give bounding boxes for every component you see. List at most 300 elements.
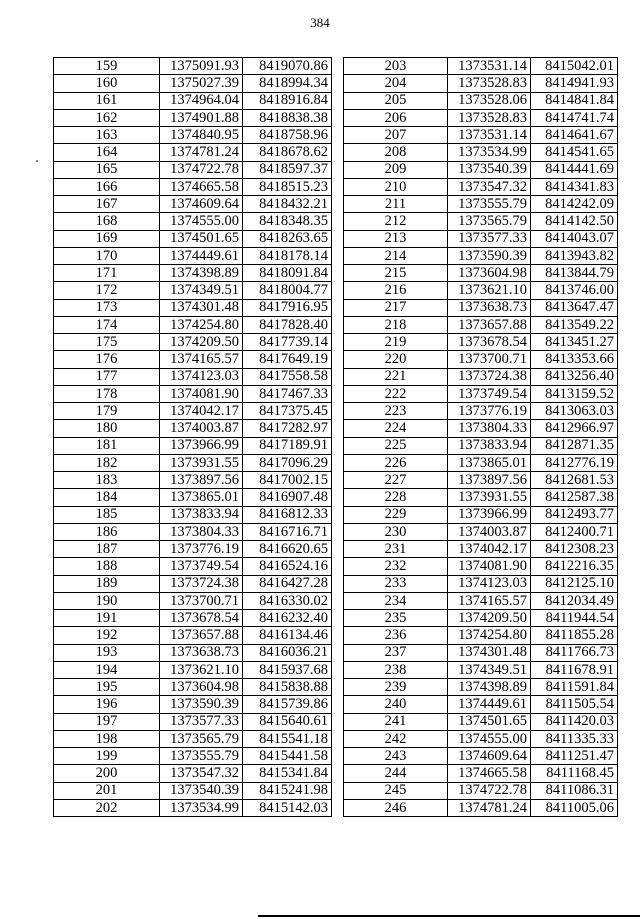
table-row — [54, 661, 332, 678]
x-coordinate-cell: 1374555.00 — [448, 730, 531, 747]
x-coordinate-cell: 1373590.39 — [160, 696, 243, 713]
point-number-cell: 207 — [344, 127, 448, 144]
y-coordinate-cell: 8413353.66 — [531, 351, 618, 368]
table-row — [54, 610, 332, 627]
point-number-cell: 201 — [54, 782, 160, 799]
table-row — [54, 713, 332, 730]
table-row — [344, 489, 618, 506]
point-number-cell: 187 — [54, 541, 160, 558]
y-coordinate-cell: 8417282.97 — [243, 420, 332, 437]
y-coordinate-cell: 8413647.47 — [531, 299, 618, 316]
point-number-cell: 192 — [54, 627, 160, 644]
x-coordinate-cell: 1373621.10 — [448, 282, 531, 299]
y-coordinate-cell: 8418091.84 — [243, 265, 332, 282]
table-row — [344, 454, 618, 471]
y-coordinate-cell: 8415042.01 — [531, 58, 618, 75]
point-number-cell: 225 — [344, 437, 448, 454]
x-coordinate-cell: 1374349.51 — [160, 282, 243, 299]
table-row — [344, 196, 618, 213]
point-number-cell: 221 — [344, 368, 448, 385]
point-number-cell: 238 — [344, 661, 448, 678]
x-coordinate-cell: 1373555.79 — [160, 748, 243, 765]
y-coordinate-cell: 8414341.83 — [531, 178, 618, 195]
x-coordinate-cell: 1373621.10 — [160, 661, 243, 678]
x-coordinate-cell: 1373528.06 — [448, 92, 531, 109]
point-number-cell: 183 — [54, 472, 160, 489]
point-number-cell: 215 — [344, 265, 448, 282]
table-row — [344, 558, 618, 575]
point-number-cell: 234 — [344, 592, 448, 609]
x-coordinate-cell: 1373966.99 — [160, 437, 243, 454]
point-number-cell: 195 — [54, 679, 160, 696]
table-row — [54, 575, 332, 592]
y-coordinate-cell: 8417467.33 — [243, 385, 332, 402]
x-coordinate-cell: 1373657.88 — [448, 316, 531, 333]
point-number-cell: 228 — [344, 489, 448, 506]
x-coordinate-cell: 1373931.55 — [448, 489, 531, 506]
y-coordinate-cell: 8413063.03 — [531, 403, 618, 420]
point-number-cell: 196 — [54, 696, 160, 713]
table-row — [344, 299, 618, 316]
point-number-cell: 178 — [54, 385, 160, 402]
point-number-cell: 206 — [344, 109, 448, 126]
table-row — [344, 144, 618, 161]
point-number-cell: 210 — [344, 178, 448, 195]
x-coordinate-cell: 1374781.24 — [448, 799, 531, 816]
y-coordinate-cell: 8415142.03 — [243, 799, 332, 816]
point-number-cell: 171 — [54, 265, 160, 282]
x-coordinate-cell: 1373638.73 — [448, 299, 531, 316]
table-row — [344, 58, 618, 75]
point-number-cell: 233 — [344, 575, 448, 592]
x-coordinate-cell: 1373865.01 — [448, 454, 531, 471]
point-number-cell: 202 — [54, 799, 160, 816]
x-coordinate-cell: 1373555.79 — [448, 196, 531, 213]
point-number-cell: 184 — [54, 489, 160, 506]
point-number-cell: 208 — [344, 144, 448, 161]
x-coordinate-cell: 1373865.01 — [160, 489, 243, 506]
point-number-cell: 179 — [54, 403, 160, 420]
point-number-cell: 231 — [344, 541, 448, 558]
margin-dot — [36, 160, 38, 162]
y-coordinate-cell: 8417828.40 — [243, 316, 332, 333]
x-coordinate-cell: 1373897.56 — [160, 472, 243, 489]
point-number-cell: 197 — [54, 713, 160, 730]
y-coordinate-cell: 8412966.97 — [531, 420, 618, 437]
point-number-cell: 181 — [54, 437, 160, 454]
table-row — [344, 385, 618, 402]
table-row — [344, 748, 618, 765]
point-number-cell: 194 — [54, 661, 160, 678]
x-coordinate-cell: 1373540.39 — [448, 161, 531, 178]
y-coordinate-cell: 8411420.03 — [531, 713, 618, 730]
table-row — [54, 489, 332, 506]
y-coordinate-cell: 8411251.47 — [531, 748, 618, 765]
x-coordinate-cell: 1373833.94 — [448, 437, 531, 454]
y-coordinate-cell: 8413746.00 — [531, 282, 618, 299]
table-row — [344, 506, 618, 523]
point-number-cell: 239 — [344, 679, 448, 696]
table-row — [344, 230, 618, 247]
y-coordinate-cell: 8415640.61 — [243, 713, 332, 730]
x-coordinate-cell: 1374301.48 — [448, 644, 531, 661]
point-number-cell: 235 — [344, 610, 448, 627]
x-coordinate-cell: 1374123.03 — [160, 368, 243, 385]
y-coordinate-cell: 8418178.14 — [243, 247, 332, 264]
y-coordinate-cell: 8418994.34 — [243, 75, 332, 92]
point-number-cell: 214 — [344, 247, 448, 264]
point-number-cell: 245 — [344, 782, 448, 799]
x-coordinate-cell: 1374901.88 — [160, 109, 243, 126]
x-coordinate-cell: 1373565.79 — [448, 213, 531, 230]
x-coordinate-cell: 1374003.87 — [448, 523, 531, 540]
x-coordinate-cell: 1373577.33 — [448, 230, 531, 247]
x-coordinate-cell: 1373565.79 — [160, 730, 243, 747]
point-number-cell: 232 — [344, 558, 448, 575]
y-coordinate-cell: 8411678.91 — [531, 661, 618, 678]
table-row — [54, 351, 332, 368]
table-row — [344, 334, 618, 351]
table-row — [344, 610, 618, 627]
table-row — [54, 316, 332, 333]
point-number-cell: 209 — [344, 161, 448, 178]
x-coordinate-cell: 1374398.89 — [448, 679, 531, 696]
table-row — [344, 213, 618, 230]
y-coordinate-cell: 8418597.37 — [243, 161, 332, 178]
point-number-cell: 176 — [54, 351, 160, 368]
x-coordinate-cell: 1373531.14 — [448, 58, 531, 75]
table-row — [54, 592, 332, 609]
point-number-cell: 160 — [54, 75, 160, 92]
y-coordinate-cell: 8417916.95 — [243, 299, 332, 316]
table-row — [54, 299, 332, 316]
y-coordinate-cell: 8417189.91 — [243, 437, 332, 454]
y-coordinate-cell: 8411505.54 — [531, 696, 618, 713]
table-row — [54, 472, 332, 489]
x-coordinate-cell: 1374609.64 — [448, 748, 531, 765]
x-coordinate-cell: 1374722.78 — [160, 161, 243, 178]
table-row — [54, 730, 332, 747]
table-row — [54, 213, 332, 230]
x-coordinate-cell: 1374081.90 — [448, 558, 531, 575]
y-coordinate-cell: 8415739.86 — [243, 696, 332, 713]
y-coordinate-cell: 8411168.45 — [531, 765, 618, 782]
point-number-cell: 189 — [54, 575, 160, 592]
point-number-cell: 198 — [54, 730, 160, 747]
table-row — [54, 420, 332, 437]
point-number-cell: 243 — [344, 748, 448, 765]
x-coordinate-cell: 1374555.00 — [160, 213, 243, 230]
y-coordinate-cell: 8415541.18 — [243, 730, 332, 747]
table-row — [344, 265, 618, 282]
x-coordinate-cell: 1374665.58 — [160, 178, 243, 195]
page-number: 384 — [310, 15, 330, 30]
x-coordinate-cell: 1374209.50 — [448, 610, 531, 627]
x-coordinate-cell: 1374042.17 — [160, 403, 243, 420]
coordinates-table-left-body — [54, 58, 332, 817]
y-coordinate-cell: 8412308.23 — [531, 541, 618, 558]
point-number-cell: 240 — [344, 696, 448, 713]
table-row — [344, 661, 618, 678]
table-row — [54, 334, 332, 351]
x-coordinate-cell: 1374449.61 — [448, 696, 531, 713]
x-coordinate-cell: 1373531.14 — [448, 127, 531, 144]
x-coordinate-cell: 1373577.33 — [160, 713, 243, 730]
y-coordinate-cell: 8416907.48 — [243, 489, 332, 506]
x-coordinate-cell: 1374398.89 — [160, 265, 243, 282]
x-coordinate-cell: 1374123.03 — [448, 575, 531, 592]
x-coordinate-cell: 1374301.48 — [160, 299, 243, 316]
point-number-cell: 163 — [54, 127, 160, 144]
y-coordinate-cell: 8414043.07 — [531, 230, 618, 247]
table-row — [344, 403, 618, 420]
point-number-cell: 212 — [344, 213, 448, 230]
y-coordinate-cell: 8414841.84 — [531, 92, 618, 109]
point-number-cell: 173 — [54, 299, 160, 316]
x-coordinate-cell: 1374003.87 — [160, 420, 243, 437]
x-coordinate-cell: 1373804.33 — [448, 420, 531, 437]
x-coordinate-cell: 1374665.58 — [448, 765, 531, 782]
table-row — [344, 161, 618, 178]
table-row — [54, 454, 332, 471]
y-coordinate-cell: 8415838.88 — [243, 679, 332, 696]
table-row — [54, 696, 332, 713]
table-row — [54, 230, 332, 247]
point-number-cell: 162 — [54, 109, 160, 126]
y-coordinate-cell: 8417096.29 — [243, 454, 332, 471]
y-coordinate-cell: 8414941.93 — [531, 75, 618, 92]
x-coordinate-cell: 1373540.39 — [160, 782, 243, 799]
table-row — [344, 592, 618, 609]
table-row — [54, 178, 332, 195]
point-number-cell: 205 — [344, 92, 448, 109]
y-coordinate-cell: 8413256.40 — [531, 368, 618, 385]
point-number-cell: 223 — [344, 403, 448, 420]
y-coordinate-cell: 8415937.68 — [243, 661, 332, 678]
point-number-cell: 170 — [54, 247, 160, 264]
table-row — [344, 799, 618, 816]
table-row — [344, 351, 618, 368]
table-row — [344, 523, 618, 540]
x-coordinate-cell: 1374165.57 — [160, 351, 243, 368]
table-row — [54, 627, 332, 644]
x-coordinate-cell: 1375091.93 — [160, 58, 243, 75]
x-coordinate-cell: 1374840.95 — [160, 127, 243, 144]
y-coordinate-cell: 8416620.65 — [243, 541, 332, 558]
point-number-cell: 204 — [344, 75, 448, 92]
table-row — [344, 316, 618, 333]
table-row — [344, 178, 618, 195]
table-row — [54, 403, 332, 420]
y-coordinate-cell: 8411005.06 — [531, 799, 618, 816]
y-coordinate-cell: 8415441.58 — [243, 748, 332, 765]
y-coordinate-cell: 8414441.69 — [531, 161, 618, 178]
table-row — [54, 765, 332, 782]
y-coordinate-cell: 8418515.23 — [243, 178, 332, 195]
x-coordinate-cell: 1373776.19 — [160, 541, 243, 558]
y-coordinate-cell: 8417558.58 — [243, 368, 332, 385]
x-coordinate-cell: 1373534.99 — [160, 799, 243, 816]
y-coordinate-cell: 8416036.21 — [243, 644, 332, 661]
table-row — [344, 75, 618, 92]
table-row — [344, 109, 618, 126]
x-coordinate-cell: 1374964.04 — [160, 92, 243, 109]
x-coordinate-cell: 1373897.56 — [448, 472, 531, 489]
table-row — [54, 506, 332, 523]
point-number-cell: 222 — [344, 385, 448, 402]
point-number-cell: 224 — [344, 420, 448, 437]
y-coordinate-cell: 8417002.15 — [243, 472, 332, 489]
point-number-cell: 185 — [54, 506, 160, 523]
x-coordinate-cell: 1373804.33 — [160, 523, 243, 540]
point-number-cell: 217 — [344, 299, 448, 316]
y-coordinate-cell: 8419070.86 — [243, 58, 332, 75]
y-coordinate-cell: 8413159.52 — [531, 385, 618, 402]
table-row — [54, 644, 332, 661]
point-number-cell: 167 — [54, 196, 160, 213]
table-row — [54, 748, 332, 765]
y-coordinate-cell: 8413451.27 — [531, 334, 618, 351]
y-coordinate-cell: 8418916.84 — [243, 92, 332, 109]
point-number-cell: 166 — [54, 178, 160, 195]
table-row — [344, 644, 618, 661]
point-number-cell: 175 — [54, 334, 160, 351]
y-coordinate-cell: 8412034.49 — [531, 592, 618, 609]
point-number-cell: 161 — [54, 92, 160, 109]
table-row — [344, 765, 618, 782]
y-coordinate-cell: 8413549.22 — [531, 316, 618, 333]
table-row — [54, 144, 332, 161]
table-row — [344, 696, 618, 713]
x-coordinate-cell: 1373724.38 — [160, 575, 243, 592]
x-coordinate-cell: 1374449.61 — [160, 247, 243, 264]
table-row — [54, 247, 332, 264]
x-coordinate-cell: 1373966.99 — [448, 506, 531, 523]
table-row — [54, 782, 332, 799]
point-number-cell: 180 — [54, 420, 160, 437]
y-coordinate-cell: 8417739.14 — [243, 334, 332, 351]
y-coordinate-cell: 8416134.46 — [243, 627, 332, 644]
point-number-cell: 191 — [54, 610, 160, 627]
y-coordinate-cell: 8416524.16 — [243, 558, 332, 575]
point-number-cell: 237 — [344, 644, 448, 661]
x-coordinate-cell: 1375027.39 — [160, 75, 243, 92]
point-number-cell: 226 — [344, 454, 448, 471]
y-coordinate-cell: 8411335.33 — [531, 730, 618, 747]
table-row — [344, 541, 618, 558]
y-coordinate-cell: 8413943.82 — [531, 247, 618, 264]
x-coordinate-cell: 1374254.80 — [160, 316, 243, 333]
x-coordinate-cell: 1373590.39 — [448, 247, 531, 264]
y-coordinate-cell: 8413844.79 — [531, 265, 618, 282]
x-coordinate-cell: 1374254.80 — [448, 627, 531, 644]
y-coordinate-cell: 8414541.65 — [531, 144, 618, 161]
x-coordinate-cell: 1373700.71 — [160, 592, 243, 609]
x-coordinate-cell: 1374165.57 — [448, 592, 531, 609]
x-coordinate-cell: 1374081.90 — [160, 385, 243, 402]
y-coordinate-cell: 8414641.67 — [531, 127, 618, 144]
table-row — [54, 558, 332, 575]
y-coordinate-cell: 8414142.50 — [531, 213, 618, 230]
table-row — [344, 575, 618, 592]
point-number-cell: 174 — [54, 316, 160, 333]
x-coordinate-cell: 1373749.54 — [160, 558, 243, 575]
y-coordinate-cell: 8416330.02 — [243, 592, 332, 609]
y-coordinate-cell: 8418678.62 — [243, 144, 332, 161]
table-row — [54, 109, 332, 126]
table-row — [54, 523, 332, 540]
point-number-cell: 186 — [54, 523, 160, 540]
x-coordinate-cell: 1373931.55 — [160, 454, 243, 471]
x-coordinate-cell: 1374042.17 — [448, 541, 531, 558]
table-row — [54, 385, 332, 402]
point-number-cell: 220 — [344, 351, 448, 368]
x-coordinate-cell: 1373604.98 — [160, 679, 243, 696]
y-coordinate-cell: 8418348.35 — [243, 213, 332, 230]
x-coordinate-cell: 1373528.83 — [448, 75, 531, 92]
x-coordinate-cell: 1374209.50 — [160, 334, 243, 351]
x-coordinate-cell: 1373833.94 — [160, 506, 243, 523]
y-coordinate-cell: 8412493.77 — [531, 506, 618, 523]
y-coordinate-cell: 8418004.77 — [243, 282, 332, 299]
x-coordinate-cell: 1373776.19 — [448, 403, 531, 420]
y-coordinate-cell: 8418838.38 — [243, 109, 332, 126]
table-row — [344, 247, 618, 264]
x-coordinate-cell: 1373657.88 — [160, 627, 243, 644]
x-coordinate-cell: 1373700.71 — [448, 351, 531, 368]
table-row — [344, 713, 618, 730]
table-row — [54, 679, 332, 696]
x-coordinate-cell: 1373547.32 — [160, 765, 243, 782]
y-coordinate-cell: 8416232.40 — [243, 610, 332, 627]
coordinates-table-left — [53, 57, 332, 817]
y-coordinate-cell: 8412216.35 — [531, 558, 618, 575]
y-coordinate-cell: 8411086.31 — [531, 782, 618, 799]
x-coordinate-cell: 1373638.73 — [160, 644, 243, 661]
table-row — [54, 541, 332, 558]
y-coordinate-cell: 8412681.53 — [531, 472, 618, 489]
y-coordinate-cell: 8418758.96 — [243, 127, 332, 144]
point-number-cell: 169 — [54, 230, 160, 247]
x-coordinate-cell: 1373528.83 — [448, 109, 531, 126]
point-number-cell: 241 — [344, 713, 448, 730]
y-coordinate-cell: 8418263.65 — [243, 230, 332, 247]
y-coordinate-cell: 8416812.33 — [243, 506, 332, 523]
x-coordinate-cell: 1374349.51 — [448, 661, 531, 678]
table-row — [344, 472, 618, 489]
point-number-cell: 165 — [54, 161, 160, 178]
point-number-cell: 168 — [54, 213, 160, 230]
x-coordinate-cell: 1373604.98 — [448, 265, 531, 282]
coordinates-table-right — [343, 57, 618, 817]
table-row — [54, 92, 332, 109]
table-row — [344, 282, 618, 299]
footer-rule — [258, 915, 640, 917]
point-number-cell: 203 — [344, 58, 448, 75]
y-coordinate-cell: 8412587.38 — [531, 489, 618, 506]
point-number-cell: 188 — [54, 558, 160, 575]
point-number-cell: 230 — [344, 523, 448, 540]
table-row — [54, 799, 332, 816]
point-number-cell: 177 — [54, 368, 160, 385]
y-coordinate-cell: 8415341.84 — [243, 765, 332, 782]
point-number-cell: 159 — [54, 58, 160, 75]
table-row — [344, 730, 618, 747]
table-row — [344, 679, 618, 696]
table-row — [54, 282, 332, 299]
point-number-cell: 164 — [54, 144, 160, 161]
point-number-cell: 218 — [344, 316, 448, 333]
